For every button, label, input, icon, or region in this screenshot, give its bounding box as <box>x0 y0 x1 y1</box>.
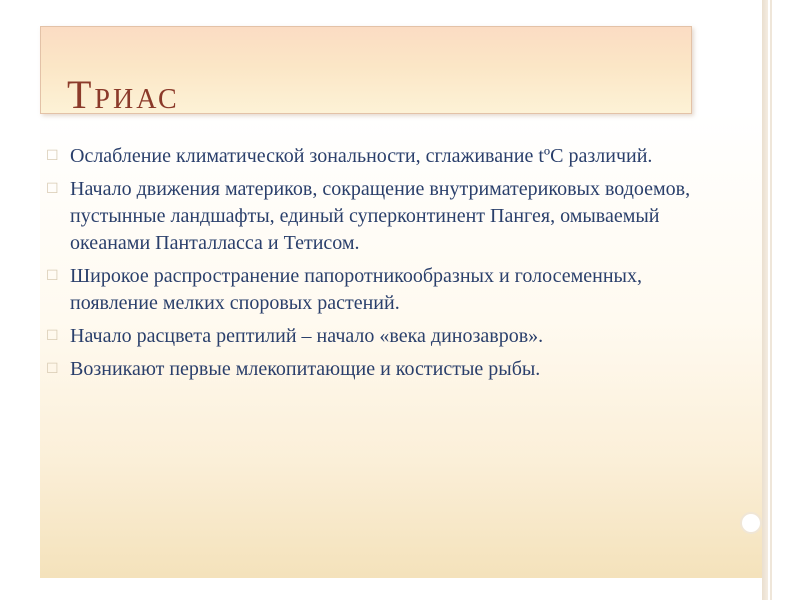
bullet-text: Начало расцвета рептилий – начало «века динозавров». <box>70 325 544 347</box>
bullet-text: Начало движения материков, сокращение внутриматериковых водоемов, пустынные ландшафты, единый суперконтинент Пангея, омываемый океанами Панталласса и Тетисом. <box>70 178 691 254</box>
bullet-item <box>44 356 724 383</box>
title-box <box>40 26 692 117</box>
bullet-marker-icon: ☐ <box>46 362 59 377</box>
bullet-item <box>44 323 724 350</box>
decorative-circle-icon <box>740 512 762 534</box>
bullet-marker-icon: ☐ <box>46 269 59 284</box>
bullet-text: Возникают первые млекопитающие и костистые рыбы. <box>70 358 541 380</box>
bullet-text: Ослабление климатической зональности, сглаживание tºС различий. <box>70 145 653 167</box>
bullet-marker-icon: ☐ <box>46 329 59 344</box>
bullet-item <box>44 263 724 317</box>
slide-top-margin <box>0 0 800 14</box>
bullet-item <box>44 143 724 170</box>
right-decorative-rail <box>762 0 768 600</box>
right-decorative-line <box>770 0 772 600</box>
bullet-text: Широкое распространение папоротникообразных и голосеменных, появление мелких споровых растений. <box>70 265 642 314</box>
bullet-list <box>44 143 724 389</box>
bullet-marker-icon: ☐ <box>46 149 59 164</box>
bullet-item <box>44 176 724 257</box>
bullet-marker-icon: ☐ <box>46 182 59 197</box>
slide-title: Триас <box>67 72 180 117</box>
